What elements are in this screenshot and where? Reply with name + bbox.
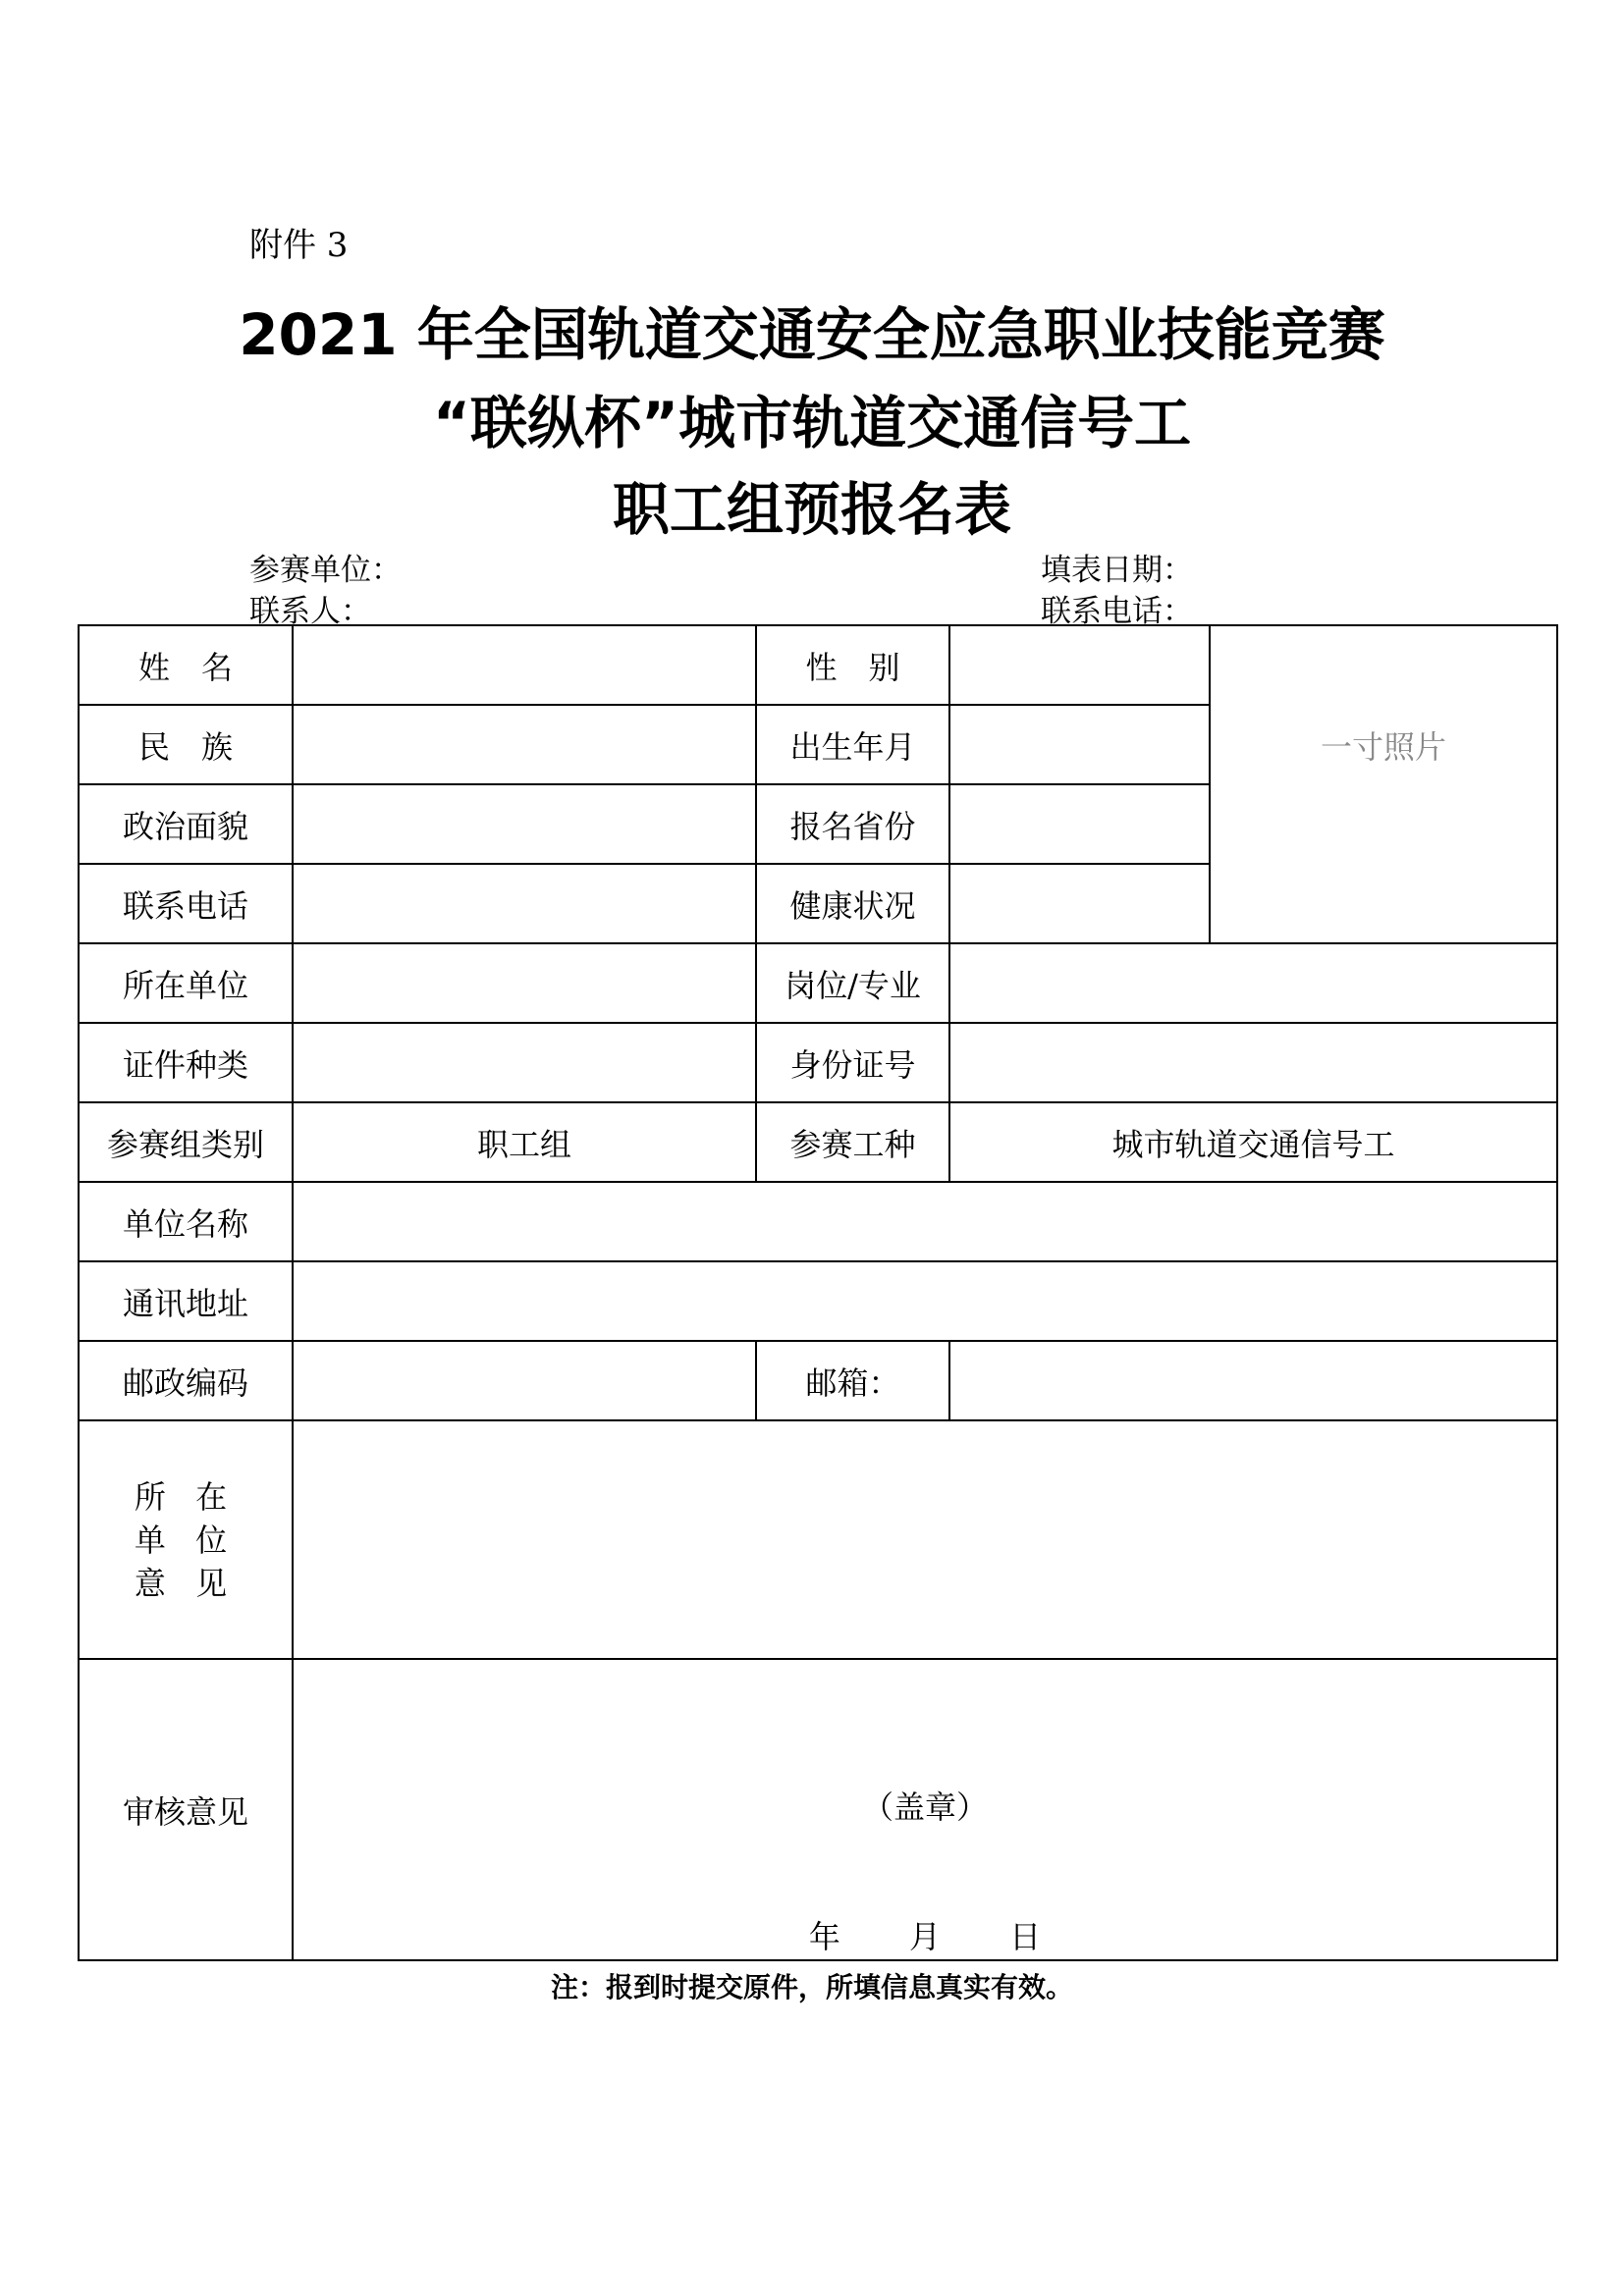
workplace-label: 所在单位	[79, 943, 293, 1023]
phone-field[interactable]	[293, 864, 756, 943]
address-label: 通讯地址	[79, 1261, 293, 1341]
id-type-label: 证件种类	[79, 1023, 293, 1102]
politics-label: 政治面貌	[79, 784, 293, 864]
birth-field[interactable]	[949, 705, 1210, 784]
name-label: 姓 名	[79, 625, 293, 705]
province-label: 报名省份	[756, 784, 949, 864]
group-value: 职工组	[293, 1102, 756, 1182]
review-field[interactable]	[293, 1659, 1557, 1960]
email-field[interactable]	[949, 1341, 1557, 1420]
unit-opinion-label	[79, 1420, 293, 1659]
postcode-field[interactable]	[293, 1341, 756, 1420]
address-field[interactable]	[293, 1261, 1557, 1341]
contact-label: 联系人：	[249, 594, 371, 629]
phone-field-label: 联系电话	[79, 864, 293, 943]
photo-label: 一寸照片	[1320, 728, 1446, 766]
unit-label: 参赛单位：	[249, 553, 402, 588]
province-field[interactable]	[949, 784, 1210, 864]
ethnicity-field[interactable]	[293, 705, 756, 784]
unit-opinion-line-3: 意 见	[134, 1564, 238, 1602]
trade-label: 参赛工种	[756, 1102, 949, 1182]
politics-field[interactable]	[293, 784, 756, 864]
review-date: 年 月 日	[808, 1918, 1042, 1955]
id-number-field[interactable]	[949, 1023, 1557, 1102]
post-label: 岗位/专业	[756, 943, 949, 1023]
trade-value: 城市轨道交通信号工	[949, 1102, 1557, 1182]
postcode-label: 邮政编码	[79, 1341, 293, 1420]
unit-name-field[interactable]	[293, 1182, 1557, 1261]
health-field[interactable]	[949, 864, 1210, 943]
phone-label: 联系电话：	[1041, 594, 1193, 629]
post-field[interactable]	[949, 943, 1557, 1023]
workplace-field[interactable]	[293, 943, 756, 1023]
title-line-1: 2021 年全国轨道交通安全应急职业技能竞赛	[239, 301, 1385, 368]
registration-form	[78, 624, 1558, 1961]
gender-field[interactable]	[949, 625, 1210, 705]
name-field[interactable]	[293, 625, 756, 705]
unit-name-label: 单位名称	[79, 1182, 293, 1261]
seal-label: （盖章）	[861, 1789, 988, 1826]
birth-label: 出生年月	[756, 705, 949, 784]
unit-opinion-line-1: 所 在	[134, 1477, 238, 1516]
date-label: 填表日期：	[1041, 553, 1193, 588]
ethnicity-label: 民 族	[79, 705, 293, 784]
unit-opinion-field[interactable]	[293, 1420, 1557, 1659]
attachment-label: 附件 3	[249, 226, 349, 265]
photo-box[interactable]	[1210, 625, 1557, 943]
group-label: 参赛组类别	[79, 1102, 293, 1182]
id-type-field[interactable]	[293, 1023, 756, 1102]
footnote: 注：报到时提交原件，所填信息真实有效。	[550, 1971, 1073, 2003]
unit-opinion-line-2: 单 位	[134, 1521, 238, 1559]
review-label: 审核意见	[79, 1659, 293, 1960]
title-line-3: 职工组预报名表	[612, 476, 1011, 543]
gender-label: 性 别	[756, 625, 949, 705]
id-number-label: 身份证号	[756, 1023, 949, 1102]
title-line-2: “联纵杯”城市轨道交通信号工	[432, 390, 1192, 456]
email-label: 邮箱：	[756, 1341, 949, 1420]
health-label: 健康状况	[756, 864, 949, 943]
